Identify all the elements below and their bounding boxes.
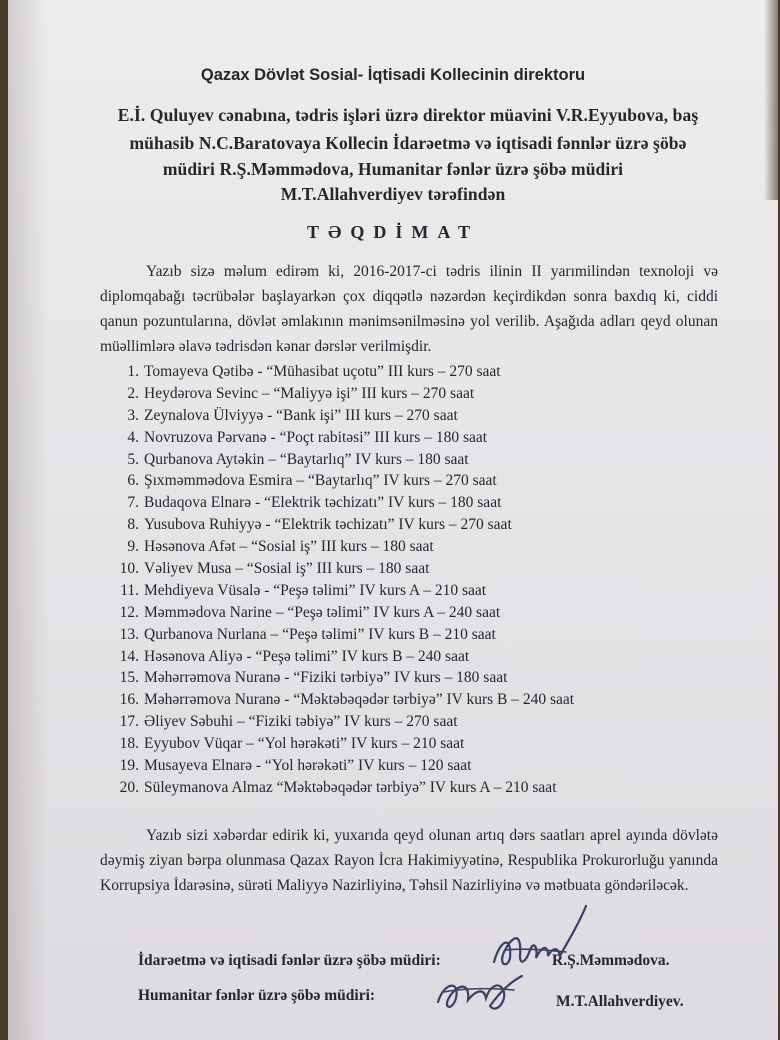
list-item-number: 4. bbox=[127, 428, 139, 446]
closing-paragraph: Yazıb sizi xəbərdar edirik ki, yuxarıda qeyd olunan artıq dərs saatları aprel ayında dövlətə dəymiş ziyan bərpa olunmasa Qazax Rayon İcra Hakimiyyətinə, Respublika Prokurorluğu yanında Korrupsiya İdarəsinə, sürəti Maliyyə Nazirliyinə, Təhsil Nazirliyinə və mətbuata göndəriləcək. bbox=[100, 827, 718, 894]
sender-line-2: mühasib N.C.Baratovaya Kollecin İdarəetmə və iqtisadi fənnlər üzrə şöbə bbox=[129, 133, 687, 153]
list-item-number: 10. bbox=[119, 560, 139, 578]
recipient-title: Qazax Dövlət Sosial- İqtisadi Kollecinin direktoru bbox=[200, 66, 586, 84]
list-item-text: Yusubova Ruhiyyə - “Elektrik təchizatı” IV kurs – 270 saat bbox=[144, 516, 512, 534]
list-item-text: Məhərrəmova Nuranə - “Fiziki tərbiyə” IV kurs – 180 saat bbox=[144, 669, 508, 687]
list-item-text: Zeynalova Ülviyyə - “Bank işi” III kurs – 270 saat bbox=[144, 406, 458, 424]
list-item-text: Vəliyev Musa – “Sosial iş” III kurs – 180 saat bbox=[144, 560, 430, 578]
list-item-text: Heydərova Sevinc – “Maliyyə işi” III kurs – 270 saat bbox=[144, 384, 475, 402]
sender-line-4: M.T.Allahverdiyev tərəfindən bbox=[280, 184, 506, 204]
list-item bbox=[104, 602, 574, 624]
list-item bbox=[104, 514, 574, 536]
list-item bbox=[104, 470, 574, 492]
list-item bbox=[104, 689, 574, 711]
signatory-1-title: İdarəetmə və iqtisadi fənlər üzrə şöbə müdiri: bbox=[138, 952, 441, 969]
list-item-number: 20. bbox=[119, 778, 139, 796]
list-item-number: 6. bbox=[127, 472, 139, 490]
list-item-text: Həsənova Afət – “Sosial iş” III kurs – 180 saat bbox=[144, 538, 434, 556]
list-item-text: Məmmədova Narine – “Peşə təlimi” IV kurs A – 240 saat bbox=[144, 603, 501, 621]
list-item-text: Həsənova Aliyə - “Peşə təlimi” IV kurs B – 240 saat bbox=[144, 647, 470, 665]
signatory-2-title: Humanitar fənlər üzrə şöbə müdiri: bbox=[138, 987, 376, 1004]
list-item-number: 2. bbox=[127, 384, 139, 402]
list-item bbox=[104, 427, 574, 449]
list-item-text: Budaqova Elnarə - “Elektrik təchizatı” IV kurs – 180 saat bbox=[144, 494, 502, 512]
list-item bbox=[104, 492, 574, 514]
list-item-number: 1. bbox=[127, 363, 139, 380]
sender-line-3: müdiri R.Ş.Məmmədova, Humanitar fənlər üzrə şöbə müdiri bbox=[162, 159, 624, 179]
list-item bbox=[104, 711, 574, 733]
list-item-number: 17. bbox=[119, 713, 139, 731]
list-item-number: 18. bbox=[119, 735, 139, 753]
document-type-heading: TƏQDİMAT bbox=[307, 222, 479, 242]
list-item bbox=[104, 558, 574, 580]
list-item-number: 8. bbox=[127, 516, 139, 534]
list-item bbox=[104, 536, 574, 558]
list-item-text: Qurbanova Nurlana – “Peşə təlimi” IV kurs B – 210 saat bbox=[144, 625, 496, 643]
list-item bbox=[104, 449, 574, 471]
list-item bbox=[104, 361, 574, 383]
page-shadow bbox=[8, 0, 48, 1040]
list-item-number: 5. bbox=[127, 450, 139, 468]
handwritten-signature-2 bbox=[430, 962, 530, 1022]
list-item-number: 16. bbox=[119, 691, 139, 709]
list-item-number: 19. bbox=[119, 757, 139, 775]
list-item-text: Şıxməmmədova Esmira – “Baytarlıq” IV kurs – 270 saat bbox=[144, 472, 497, 490]
list-item bbox=[104, 405, 574, 427]
list-item-text: Mehdiyeva Vüsalə - “Peşə təlimi” IV kurs A – 210 saat bbox=[144, 581, 487, 599]
list-item-number: 13. bbox=[119, 625, 139, 643]
list-item bbox=[104, 646, 574, 668]
list-item-number: 15. bbox=[119, 669, 139, 687]
list-item-text: Musayeva Elnarə - “Yol hərəkəti” IV kurs – 120 saat bbox=[144, 757, 472, 775]
list-item-text: Qurbanova Aytəkin – “Baytarlıq” IV kurs – 180 saat bbox=[144, 450, 469, 468]
list-item-number: 12. bbox=[119, 603, 139, 621]
list-item bbox=[104, 755, 574, 777]
list-item-text: Novruzova Pərvanə - “Poçt rabitəsi” III kurs – 180 saat bbox=[144, 428, 488, 446]
list-item-text: Tomayeva Qətibə - “Mühasibat uçotu” III kurs – 270 saat bbox=[144, 363, 501, 380]
list-item-number: 3. bbox=[127, 406, 139, 424]
list-item-number: 9. bbox=[127, 538, 139, 556]
list-item-number: 11. bbox=[120, 581, 139, 599]
list-item bbox=[104, 777, 574, 799]
list-item-text: Əliyev Səbuhi – “Fiziki təbiyə” IV kurs – 270 saat bbox=[144, 713, 458, 731]
list-item bbox=[104, 383, 574, 405]
signatory-1-name: R.Ş.Məmmədova. bbox=[552, 952, 670, 969]
list-item bbox=[104, 733, 574, 755]
document-page bbox=[8, 0, 778, 1040]
list-item-text: Süleymanova Almaz “Məktəbəqədər tərbiyə” IV kurs A – 210 saat bbox=[144, 778, 557, 796]
list-item bbox=[104, 624, 574, 646]
teacher-list bbox=[104, 361, 574, 799]
list-item-number: 7. bbox=[127, 494, 139, 512]
list-item bbox=[104, 580, 574, 602]
list-item bbox=[104, 667, 574, 689]
list-item-number: 14. bbox=[119, 647, 139, 665]
sender-line-1: E.İ. Quluyev cənabına, tədris işləri üzrə direktor müavini V.R.Eyyubova, baş bbox=[117, 105, 699, 125]
intro-paragraph: Yazıb sizə məlum edirəm ki, 2016-2017-ci tədris ilinin II yarımilindən texnoloji və diplomqabağı təcrübələr başlayarkən çox diqqətlə nəzərdən keçirdikdən sonra baxdıq ki, ciddi qanun pozuntularına, dövlət əmlakının mənimsənilməsinə yol verilib. Aşağıda adları qeyd olunan müəllimlərə əlavə tədrisdən kənar dərslər verilmişdir. bbox=[100, 263, 718, 355]
signatory-2-name: M.T.Allahverdiyev. bbox=[556, 993, 684, 1010]
list-item-text: Məhərrəmova Nuranə - “Məktəbəqədər tərbiyə” IV kurs B – 240 saat bbox=[144, 691, 575, 709]
list-item-text: Eyyubov Vüqar – “Yol hərəkəti” IV kurs – 210 saat bbox=[144, 735, 465, 753]
